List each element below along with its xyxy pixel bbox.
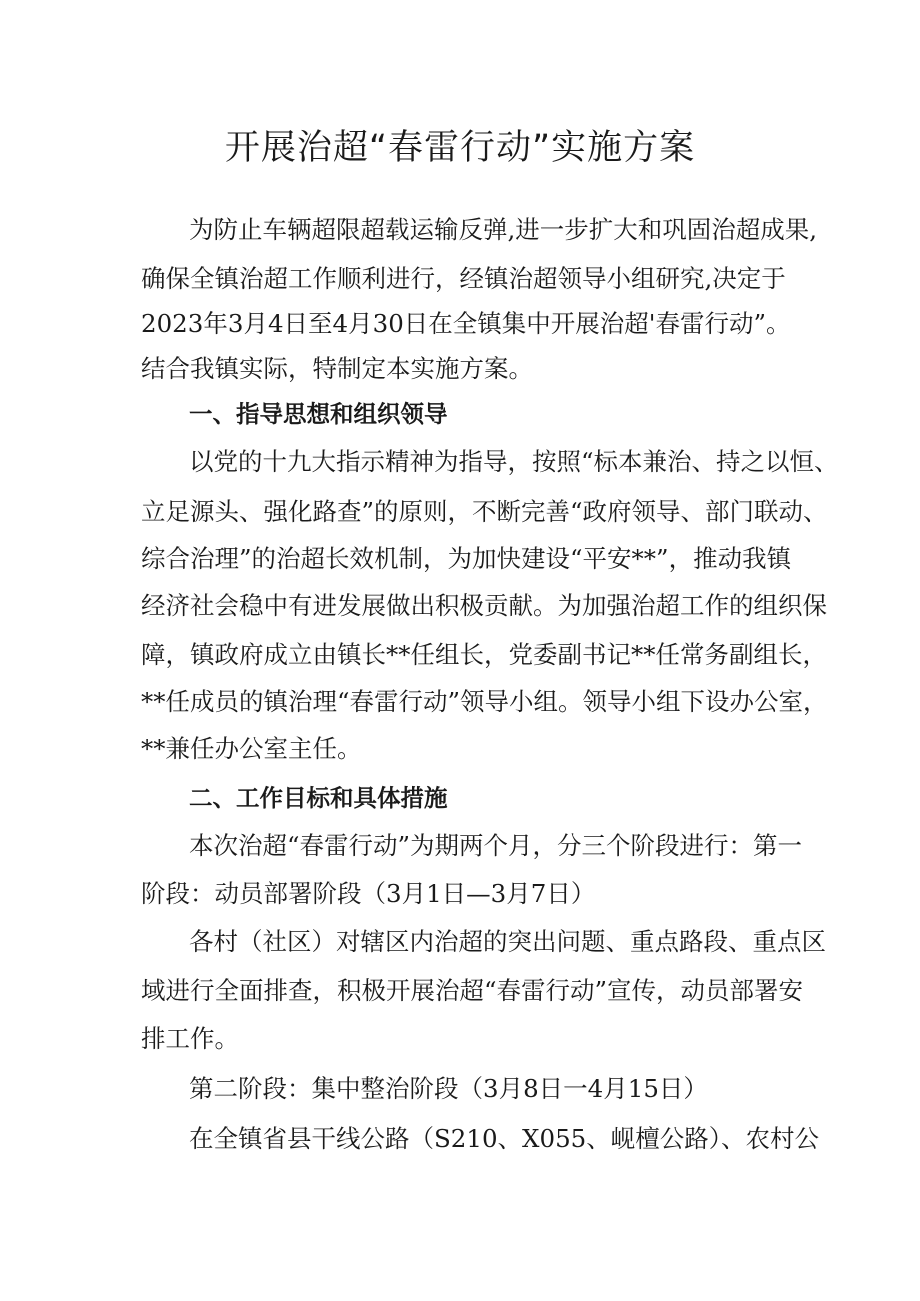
paragraph-line: 立足源头、强化路查”的原则，不断完善“政府领导、部门联动、 [141,497,828,526]
paragraph-line: **兼任办公室主任。 [141,734,362,763]
paragraph-line: 结合我镇实际，特制定本实施方案。 [141,354,533,383]
paragraph-line: 以党的十九大指示精神为指导，按照“标本兼治、持之以恒、 [189,447,839,476]
paragraph-line: 域进行全面排查，积极开展治超“春雷行动”宣传，动员部署安 [141,976,804,1005]
paragraph-line: 为防止车辆超限超载运输反弹,进一步扩大和巩固治超成果, [189,215,818,244]
paragraph-line: 经济社会稳中有进发展做出积极贡献。为加强治超工作的组织保 [141,591,827,620]
paragraph-line: 第二阶段：集中整治阶段（3月8日一4月15日） [189,1074,708,1103]
paragraph-line: 综合治理”的治超长效机制，为加快建设“平安**”，推动我镇 [141,544,792,573]
paragraph-line: 排工作。 [141,1024,239,1053]
paragraph-line: 2023年3月4日至4月30日在全镇集中开展治超'春雷行动”。 [141,309,791,338]
paragraph-line: 确保全镇治超工作顺利进行，经镇治超领导小组研究,决定于 [141,264,786,293]
section-heading-1: 一、指导思想和组织领导 [189,400,448,428]
document-title: 开展治超“春雷行动”实施方案 [224,128,696,168]
paragraph-line: 阶段：动员部署阶段（3月1日—3月7日） [141,879,596,908]
paragraph-line: 在全镇省县干线公路（S210、X055、岘檀公路）、农村公 [189,1124,819,1153]
paragraph-line: 本次治超“春雷行动”为期两个月，分三个阶段进行：第一 [189,831,803,860]
section-heading-2: 二、工作目标和具体措施 [189,784,448,812]
paragraph-line: 障，镇政府成立由镇长**任组长，党委副书记**任常务副组长， [141,640,827,669]
paragraph-line: 各村（社区）对辖区内治超的突出问题、重点路段、重点区 [189,927,826,956]
paragraph-line: **任成员的镇治理“春雷行动”领导小组。领导小组下设办公室， [141,687,828,716]
